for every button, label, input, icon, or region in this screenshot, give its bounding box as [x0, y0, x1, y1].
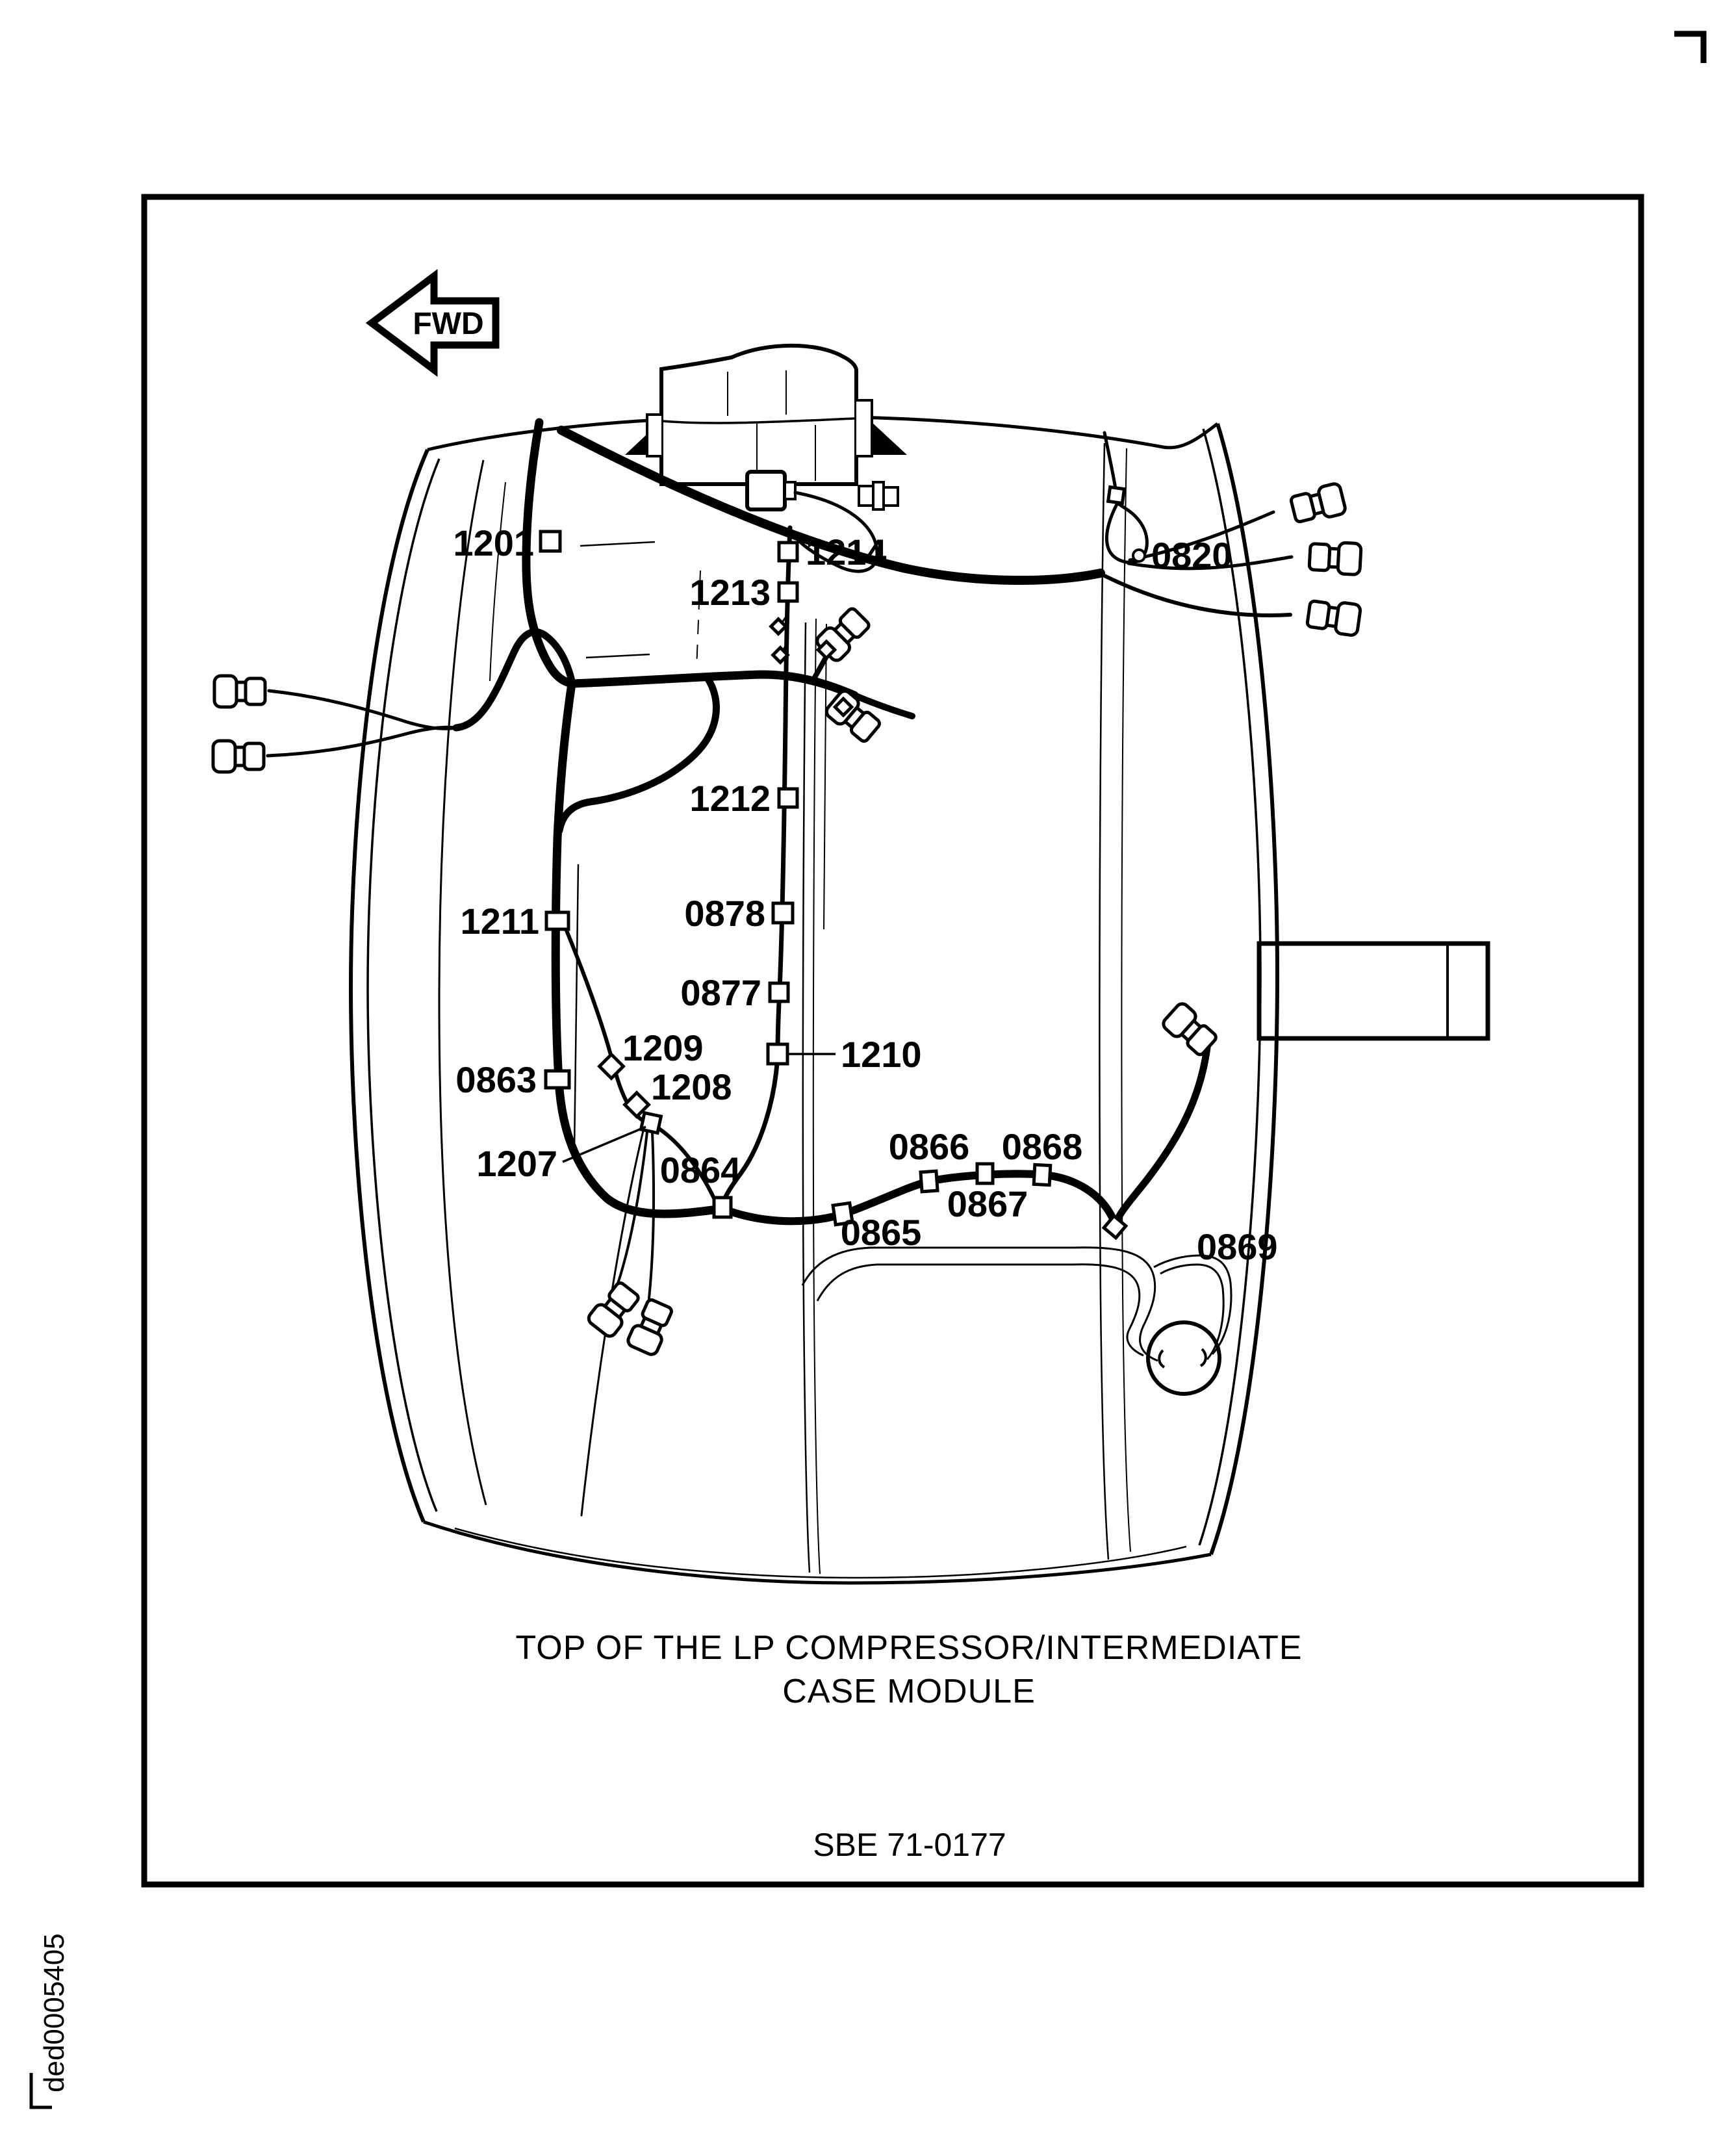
grommet-marker	[1133, 550, 1145, 561]
document-side-code: ded0005405	[38, 1933, 70, 2092]
callout-0866: 0866	[888, 1126, 970, 1167]
callout-0864: 0864	[659, 1150, 741, 1190]
callout-0878: 0878	[684, 893, 765, 934]
connector-plug-icon	[214, 676, 265, 707]
callout-0865: 0865	[840, 1212, 922, 1253]
case-side-duct	[1259, 944, 1488, 1038]
clamp-markers	[541, 487, 1145, 1238]
callout-1214: 1214	[806, 532, 887, 572]
figure-caption-line2: CASE MODULE	[782, 1673, 1036, 1710]
callout-1212: 1212	[689, 778, 771, 819]
connector-plug-icon	[1161, 1001, 1219, 1059]
callout-1213: 1213	[689, 572, 771, 613]
callout-0868: 0868	[1001, 1126, 1083, 1167]
callout-0863: 0863	[455, 1059, 537, 1100]
callout-0867: 0867	[947, 1183, 1028, 1224]
callout-1209: 1209	[622, 1027, 704, 1068]
callout-1201: 1201	[453, 522, 534, 563]
figure-reference-number: SBE 71-0177	[813, 1827, 1006, 1863]
callout-1207: 1207	[476, 1143, 557, 1184]
figure-caption-line1: TOP OF THE LP COMPRESSOR/INTERMEDIATE	[515, 1629, 1303, 1667]
callout-1210: 1210	[841, 1034, 922, 1075]
connector-plug-icon	[1307, 598, 1361, 636]
callout-1211: 1211	[460, 901, 539, 942]
connector-plug-icon	[1290, 483, 1346, 525]
callout-0869: 0869	[1197, 1226, 1278, 1267]
connector-plug-icon	[213, 741, 264, 772]
callout-0877: 0877	[680, 972, 761, 1013]
callout-1208: 1208	[651, 1066, 732, 1107]
bolt-fitting	[859, 482, 898, 509]
fwd-arrow-label: FWD	[413, 307, 484, 341]
connector-plug-icon	[1309, 541, 1361, 575]
callout-0820: 0820	[1151, 535, 1232, 576]
connector-plug-icon	[824, 688, 883, 745]
drain-tube	[802, 1248, 1231, 1394]
corner-crop-mark	[1674, 34, 1704, 63]
fwd-arrow	[372, 276, 496, 370]
